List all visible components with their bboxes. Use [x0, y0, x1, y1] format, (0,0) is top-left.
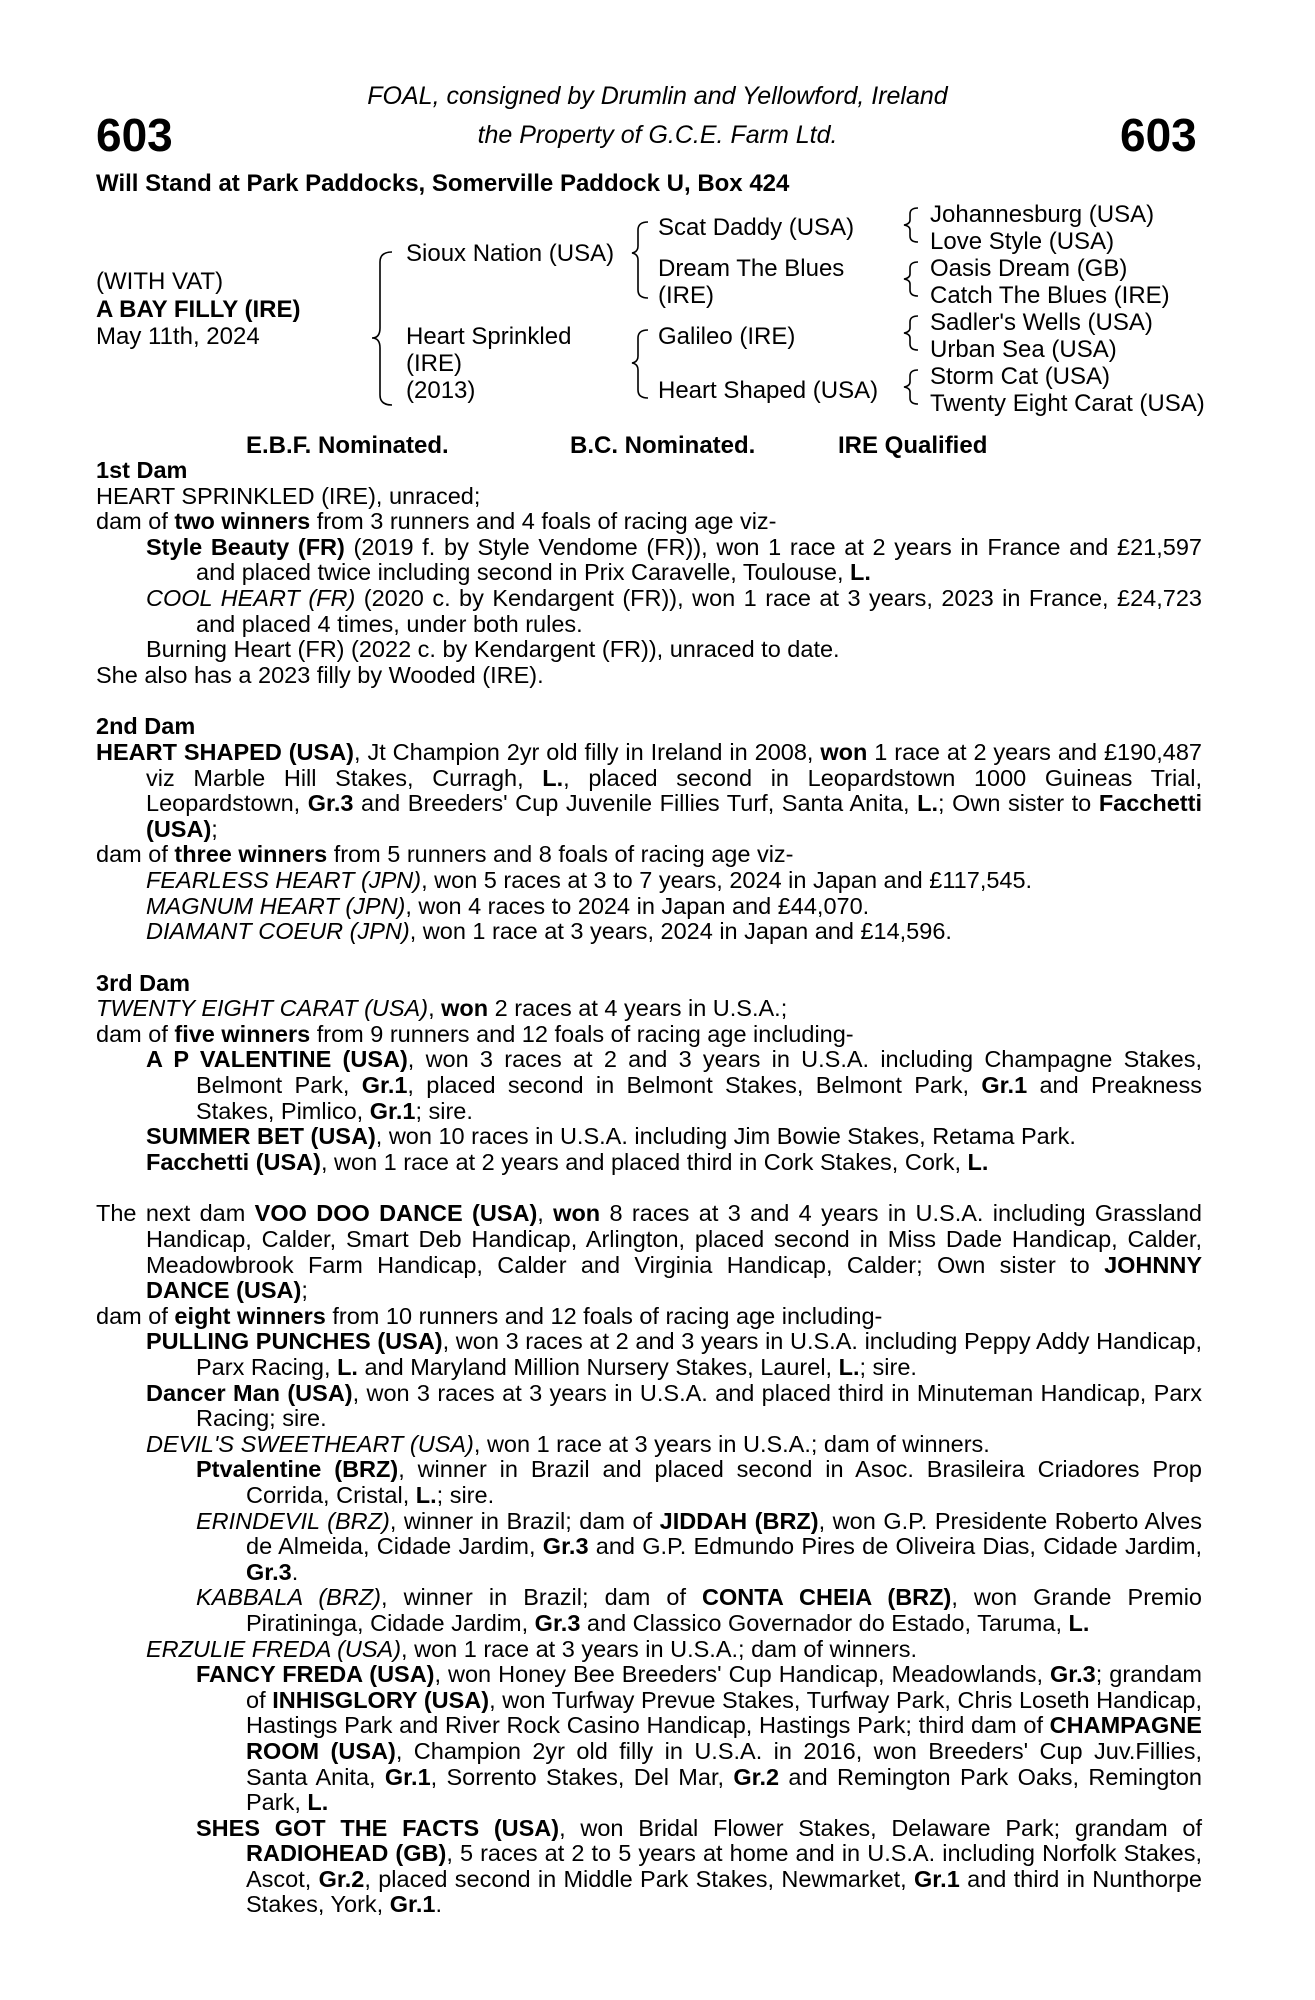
third-dam-produce-line: dam of five winners from 9 runners and 12 foals of racing age including-	[96, 1020, 854, 1047]
first-dam-produce-line: dam of two winners from 3 runners and 4 foals of racing age viz-	[96, 508, 777, 535]
dam-name-3: (2013)	[406, 377, 476, 404]
lot-number-left: 603	[96, 109, 173, 161]
progeny-fearless-heart: FEARLESS HEART (JPN), won 5 races at 3 to 7 years, 2024 in Japan and £117,545.	[146, 866, 1033, 893]
consignment-line-2: the Property of G.C.E. Farm Ltd.	[477, 121, 838, 149]
progeny-cool-heart: COOL HEART (FR) (2020 c. by Kendargent (FR)), won 1 race at 3 years, 2023 in France, £24,723 and placed 4 times, under both rules.	[146, 584, 1202, 637]
second-dam-heading: 2nd Dam	[96, 713, 196, 740]
next-dam-produce-line: dam of eight winners from 10 runners and 12 foals of racing age including-	[96, 1302, 883, 1329]
first-dam-heading: 1st Dam	[96, 457, 188, 483]
progeny-shes-got-the-facts: SHES GOT THE FACTS (USA), won Bridal Flower Stakes, Delaware Park; grandam of RADIOHEAD (GB), 5 races at 2 to 5 years at home and in U.S.A. including Norfolk Stakes, Ascot, Gr.2, placed second in Middle Park Stakes, Newmarket, Gr.1 and third in Nunthorpe Stakes, York, Gr.1.	[196, 1814, 1202, 1918]
dam-name-2: (IRE)	[406, 350, 462, 377]
third-dam-heading: 3rd Dam	[96, 969, 191, 996]
progeny-burning-heart: Burning Heart (FR) (2022 c. by Kendargent (FR)), unraced to date.	[146, 636, 840, 663]
foaling-date: May 11th, 2024	[96, 323, 260, 350]
vat-note: (WITH VAT)	[96, 268, 224, 295]
first-dam-2023-note: She also has a 2023 filly by Wooded (IRE).	[96, 661, 544, 688]
ancestor-1: Johannesburg (USA)	[930, 201, 1155, 228]
first-dam-line: HEART SPRINKLED (IRE), unraced;	[96, 482, 481, 509]
progeny-ptvalentine: Ptvalentine (BRZ), winner in Brazil and placed second in Asoc. Brasileira Criadores Prop Corrida, Cristal, L.; sire.	[196, 1456, 1202, 1508]
sire-dam-1: Dream The Blues	[658, 255, 845, 282]
second-dam-produce-line: dam of three winners from 5 runners and 8 foals of racing age viz-	[96, 841, 794, 868]
progeny-diamant-coeur: DIAMANT COEUR (JPN), won 1 race at 3 years, 2024 in Japan and £14,596.	[146, 918, 952, 945]
stabling-info: Will Stand at Park Paddocks, Somerville Paddock U, Box 424	[96, 170, 790, 197]
dam-sire: Galileo (IRE)	[658, 323, 796, 350]
sire-sire: Scat Daddy (USA)	[658, 214, 855, 241]
ancestor-4: Catch The Blues (IRE)	[930, 282, 1170, 309]
catalogue-body	[96, 458, 1202, 1918]
third-dam-record: TWENTY EIGHT CARAT (USA), won 2 races at 4 years in U.S.A.;	[96, 995, 788, 1022]
progeny-magnum-heart: MAGNUM HEART (JPN), won 4 races to 2024 in Japan and £44,070.	[146, 892, 870, 919]
progeny-pulling-punches: PULLING PUNCHES (USA), won 3 races at 2 and 3 years in U.S.A. including Peppy Addy Handicap, Parx Racing, L. and Maryland Million Nursery Stakes, Laurel, L.; sire.	[146, 1328, 1203, 1380]
lot-name: A BAY FILLY (IRE)	[96, 296, 301, 323]
consignment-line-1: FOAL, consigned by Drumlin and Yellowford, Ireland	[367, 82, 948, 110]
sire-name: Sioux Nation (USA)	[406, 240, 615, 267]
progeny-erzulie-freda: ERZULIE FREDA (USA), won 1 race at 3 years in U.S.A.; dam of winners.	[146, 1635, 917, 1662]
ancestor-3: Oasis Dream (GB)	[930, 255, 1128, 282]
next-dam-record: The next dam VOO DOO DANCE (USA), won 8 races at 3 and 4 years in U.S.A. including Grassland Handicap, Calder, Smart Deb Handicap, Arlington, placed second in Miss Dade Handicap, Calder, Meadowbrook Farm Handicap, Calder and Virginia Handicap, Calder; Own sister to JOHNNY DANCE (USA);	[96, 1200, 1202, 1304]
progeny-summer-bet: SUMMER BET (USA), won 10 races in U.S.A. including Jim Bowie Stakes, Retama Park.	[146, 1123, 1076, 1150]
ancestor-8: Twenty Eight Carat (USA)	[930, 390, 1205, 417]
progeny-fancy-freda: FANCY FREDA (USA), won Honey Bee Breeders' Cup Handicap, Meadowlands, Gr.3; grandam of INHISGLORY (USA), won Turfway Prevue Stakes, Turfway Park, Chris Loseth Handicap, Hastings Park and River Rock Casino Handicap, Hastings Park; third dam of CHAMPAGNE ROOM (USA), Champion 2yr old filly in U.S.A. in 2016, won Breeders' Cup Juv.Fillies, Santa Anita, Gr.1, Sorrento Stakes, Del Mar, Gr.2 and Remington Park Oaks, Remington Park, L.	[196, 1661, 1203, 1816]
sire-dam-2: (IRE)	[658, 282, 714, 309]
progeny-style-beauty: Style Beauty (FR) (2019 f. by Style Vendome (FR)), won 1 race at 2 years in France and £21,597 and placed twice including second in Prix Caravelle, Toulouse, L.	[146, 533, 1202, 586]
ancestor-5: Sadler's Wells (USA)	[930, 309, 1153, 336]
dam-name-1: Heart Sprinkled	[406, 323, 572, 350]
pedigree-brackets	[0, 0, 1315, 440]
lot-number-right: 603	[1120, 109, 1197, 161]
progeny-devils-sweetheart: DEVIL'S SWEETHEART (USA), won 1 race at 3 years in U.S.A.; dam of winners.	[146, 1430, 990, 1457]
ebf-nomination: E.B.F. Nominated.	[246, 432, 449, 459]
ancestor-6: Urban Sea (USA)	[930, 336, 1117, 363]
ire-qualified: IRE Qualified	[838, 432, 988, 459]
bc-nomination: B.C. Nominated.	[570, 432, 756, 459]
progeny-facchetti: Facchetti (USA), won 1 race at 2 years and placed third in Cork Stakes, Cork, L.	[146, 1148, 989, 1175]
dam-dam: Heart Shaped (USA)	[658, 377, 879, 404]
progeny-ap-valentine: A P VALENTINE (USA), won 3 races at 2 and 3 years in U.S.A. including Champagne Stakes, Belmont Park, Gr.1, placed second in Belmont Stakes, Belmont Park, Gr.1 and Preakness Stakes, Pimlico, Gr.1; sire.	[146, 1046, 1203, 1124]
ancestor-7: Storm Cat (USA)	[930, 363, 1111, 390]
progeny-dancer-man: Dancer Man (USA), won 3 races at 3 years in U.S.A. and placed third in Minuteman Handicap, Parx Racing; sire.	[146, 1379, 1202, 1432]
progeny-kabbala: KABBALA (BRZ), winner in Brazil; dam of CONTA CHEIA (BRZ), won Grande Premio Piratininga, Cidade Jardim, Gr.3 and Classico Governador do Estado, Taruma, L.	[196, 1584, 1202, 1636]
progeny-erindevil: ERINDEVIL (BRZ), winner in Brazil; dam of JIDDAH (BRZ), won G.P. Presidente Roberto Alves de Almeida, Cidade Jardim, Gr.3 and G.P. Edmundo Pires de Oliveira Dias, Cidade Jardim, Gr.3.	[196, 1507, 1203, 1585]
second-dam-record: HEART SHAPED (USA), Jt Champion 2yr old filly in Ireland in 2008, won 1 race at 2 years and £190,487 viz Marble Hill Stakes, Curragh, L., placed second in Leopardstown 1000 Guineas Trial, Leopardstown, Gr.3 and Breeders' Cup Juvenile Fillies Turf, Santa Anita, L.; Own sister to Facchetti (USA);	[96, 738, 1202, 842]
ancestor-2: Love Style (USA)	[930, 228, 1115, 255]
